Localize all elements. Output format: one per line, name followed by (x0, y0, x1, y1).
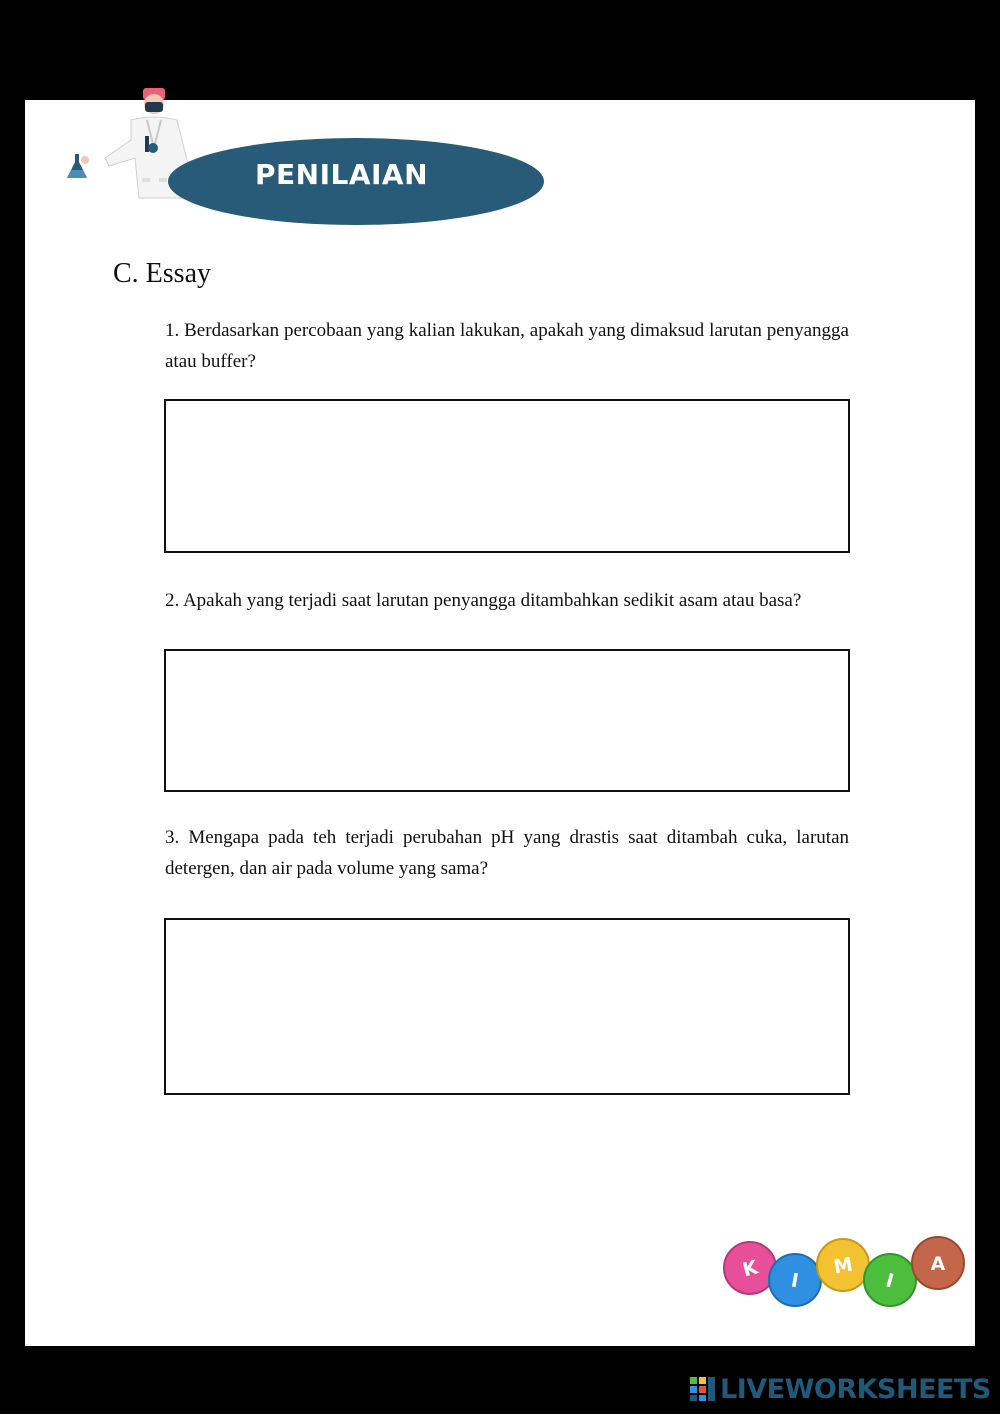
svg-text:K: K (740, 1256, 761, 1282)
section-title: C. Essay (113, 258, 211, 289)
svg-text:A: A (930, 1253, 946, 1275)
watermark-text: LIVEWORKSHEETS (720, 1373, 991, 1405)
kimia-ball-i (769, 1254, 821, 1306)
svg-text:I: I (789, 1269, 801, 1293)
kimia-ball-i2 (864, 1254, 916, 1306)
answer-box-3[interactable] (164, 918, 850, 1095)
kimia-logo (720, 1235, 970, 1315)
kimia-ball-k (724, 1242, 776, 1294)
answer-box-2[interactable] (164, 649, 850, 792)
kimia-ball-a (912, 1237, 964, 1289)
liveworksheets-icon (690, 1377, 716, 1401)
question-2: 2. Apakah yang terjadi saat larutan penyangga ditambahkan sedikit asam atau basa? (165, 590, 802, 611)
page-title: PENILAIAN (255, 158, 429, 191)
question-3: 3. Mengapa pada teh terjadi perubahan pH yang drastis saat ditambah cuka, larutan detergen, dan air pada volume yang sama? (165, 827, 849, 879)
answer-box-1[interactable] (164, 399, 850, 553)
liveworksheets-watermark (690, 1374, 991, 1404)
worksheet-page (25, 100, 975, 1346)
svg-text:I: I (883, 1269, 897, 1293)
question-1: 1. Berdasarkan percobaan yang kalian lakukan, apakah yang dimaksud larutan penyangga atau buffer? (165, 320, 849, 372)
svg-text:M: M (831, 1253, 855, 1279)
kimia-ball-m (817, 1239, 869, 1291)
